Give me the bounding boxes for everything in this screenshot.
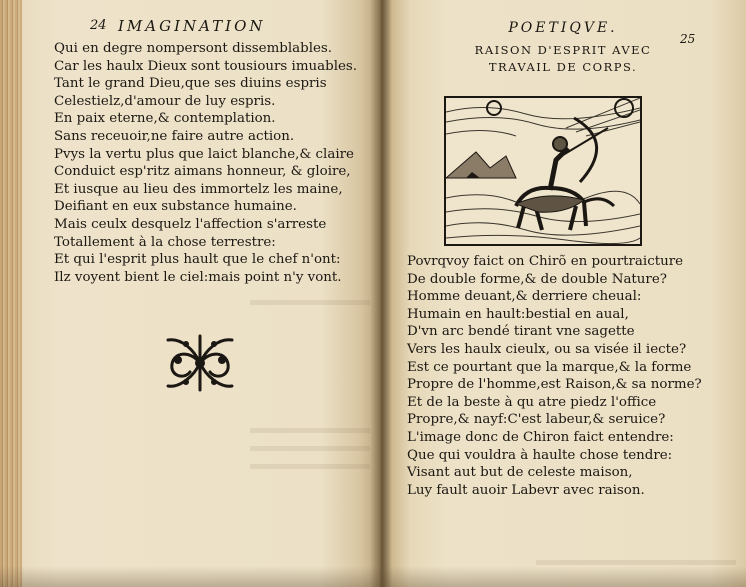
page-edges (0, 0, 22, 587)
left-verse-line: Totallement à la chose terrestre: (54, 234, 276, 250)
show-through (250, 300, 370, 305)
right-verse-line: Homme deuant,& derriere cheual: (407, 289, 642, 305)
right-verse-line: Visant aut but de celeste maison, (407, 465, 633, 481)
left-verse-block (54, 40, 357, 286)
right-verse-line: Vers les haulx cieulx, ou sa visée il iecte? (407, 341, 687, 357)
centaur-archer-icon (446, 98, 640, 244)
chiron-woodcut-illustration (444, 96, 642, 246)
right-verse-line: Povrqvoy faict on Chirõ en pourtraicture (407, 254, 684, 269)
show-through (536, 560, 736, 565)
left-verse-line: Car les haulx Dieux sont tousiours imuables. (54, 58, 358, 74)
left-verse-line: Ilz voyent bient le ciel:mais point n'y vont. (54, 269, 342, 285)
left-page-number: 24 (90, 18, 107, 33)
right-verse-line: D'vn arc bendé tirant vne sagette (407, 324, 635, 340)
right-verse-line: Humain en hault:bestial en aual, (407, 306, 629, 322)
show-through (250, 446, 370, 451)
show-through (250, 464, 370, 469)
show-through (250, 428, 370, 433)
right-page-number: 25 (680, 32, 696, 46)
left-verse-line: Sans receuoir,ne faire autre action. (54, 128, 295, 144)
left-running-head: IMAGINATION (118, 17, 266, 35)
emblem-title-line-1: RAISON D'ESPRIT AVEC (474, 43, 652, 57)
left-verse-line: Qui en degre nompersont dissemblables. (54, 41, 333, 56)
left-verse-line: Mais ceulx desquelz l'affection s'arreste (54, 216, 327, 232)
left-verse-line: Conduict esp'ritz aimans honneur, & gloire, (54, 164, 351, 180)
fleuron-ornament-icon (160, 330, 240, 396)
left-verse-line: Et qui l'esprit plus hault que le chef n'ont: (54, 252, 341, 268)
right-running-head: POETIQVE. (508, 20, 618, 36)
book-gutter (370, 0, 392, 587)
right-verse-line: De double forme,& de double Nature? (407, 271, 667, 287)
right-verse-line: L'image donc de Chiron faict entendre: (407, 429, 674, 445)
right-verse-line: Propre de l'homme,est Raison,& sa norme? (407, 377, 702, 393)
right-verse-line: Et de la beste à qu atre piedz l'office (407, 394, 657, 410)
emblem-title-line-2: TRAVAIL DE CORPS. (488, 60, 638, 74)
right-page (380, 0, 746, 587)
left-verse-line: Deifiant en eux substance humaine. (54, 199, 297, 215)
page-bottom-shadow (0, 566, 746, 587)
right-verse-line: Que qui vouldra à haulte chose tendre: (407, 447, 673, 463)
right-verse-line: Propre,& nayf:C'est labeur,& seruice? (407, 412, 666, 428)
left-verse-line: Celestielz,d'amour de luy espris. (54, 93, 276, 109)
right-verse-line: Est ce pourtant que la marque,& la forme (407, 359, 692, 375)
right-verse-line: Luy fault auoir Labevr avec raison. (407, 482, 645, 498)
left-verse-line: Tant le grand Dieu,que ses diuins espris (54, 76, 327, 92)
left-verse-line: Et iusque au lieu des immortelz les maine, (54, 181, 343, 197)
left-verse-line: En paix eterne,& contemplation. (54, 111, 276, 127)
left-verse-line: Pvys la vertu plus que laict blanche,& claire (54, 146, 354, 162)
right-verse-block (407, 253, 702, 499)
